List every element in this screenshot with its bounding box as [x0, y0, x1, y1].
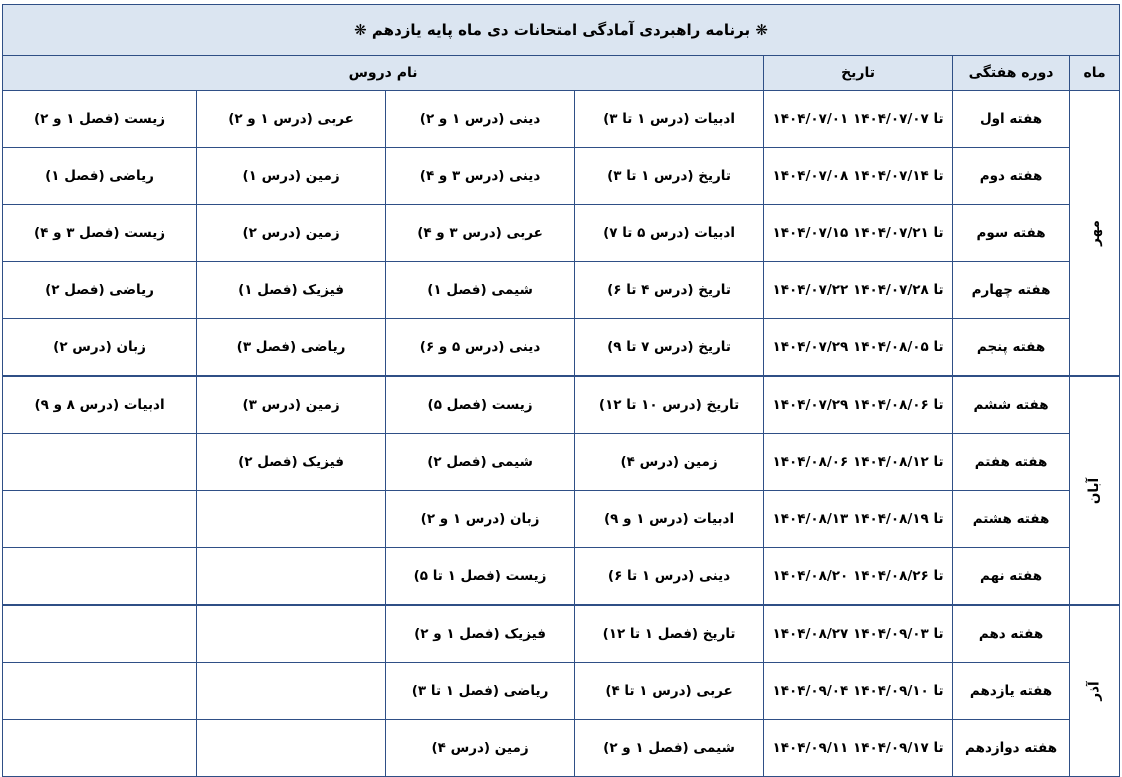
week-cell: هفته سوم	[953, 205, 1070, 262]
lesson-cell: شیمی (فصل ۲)	[386, 434, 575, 491]
date-cell: ۱۴۰۴/۰۹/۰۴ تا ۱۴۰۴/۰۹/۱۰	[764, 663, 953, 720]
lesson-cell: زمین (درس ۴)	[575, 434, 764, 491]
header-lessons: نام دروس	[3, 56, 764, 91]
lesson-cell: عربی (درس ۳ و ۴)	[386, 205, 575, 262]
date-cell: ۱۴۰۴/۰۹/۱۱ تا ۱۴۰۴/۰۹/۱۷	[764, 720, 953, 777]
lesson-cell: فیزیک (فصل ۱ و ۲)	[386, 605, 575, 663]
week-cell: هفته دوازدهم	[953, 720, 1070, 777]
lesson-cell: دینی (درس ۱ تا ۶)	[575, 548, 764, 606]
lesson-cell: زیست (فصل ۳ و ۴)	[3, 205, 197, 262]
lesson-cell: زبان (درس ۲)	[3, 319, 197, 377]
lesson-cell: تاریخ (درس ۷ تا ۹)	[575, 319, 764, 377]
lesson-cell-empty	[3, 491, 197, 548]
table-row	[3, 148, 1120, 205]
lesson-cell: عربی (درس ۱ تا ۴)	[575, 663, 764, 720]
lesson-cell: زمین (درس ۲)	[197, 205, 386, 262]
lesson-cell: دینی (درس ۳ و ۴)	[386, 148, 575, 205]
lesson-cell: عربی (درس ۱ و ۲)	[197, 91, 386, 148]
week-cell: هفته پنجم	[953, 319, 1070, 377]
lesson-cell-empty	[3, 548, 197, 606]
table-row	[3, 434, 1120, 491]
lesson-cell: تاریخ (درس ۱ تا ۳)	[575, 148, 764, 205]
table-row	[3, 91, 1120, 148]
lesson-cell: دینی (درس ۱ و ۲)	[386, 91, 575, 148]
lesson-cell-empty	[3, 720, 197, 777]
table-row	[3, 376, 1120, 434]
lesson-cell: تاریخ (درس ۱۰ تا ۱۲)	[575, 376, 764, 434]
table-row	[3, 548, 1120, 606]
week-cell: هفته یازدهم	[953, 663, 1070, 720]
lesson-cell: زیست (فصل ۱ و ۲)	[3, 91, 197, 148]
lesson-cell-empty	[3, 434, 197, 491]
lesson-cell: زیست (فصل ۵)	[386, 376, 575, 434]
schedule-table	[2, 4, 1120, 777]
date-cell: ۱۴۰۴/۰۷/۱۵ تا ۱۴۰۴/۰۷/۲۱	[764, 205, 953, 262]
lesson-cell: تاریخ (درس ۴ تا ۶)	[575, 262, 764, 319]
lesson-cell: ریاضی (فصل ۲)	[3, 262, 197, 319]
lesson-cell-empty	[3, 605, 197, 663]
date-cell: ۱۴۰۴/۰۸/۲۰ تا ۱۴۰۴/۰۸/۲۶	[764, 548, 953, 606]
date-cell: ۱۴۰۴/۰۸/۲۷ تا ۱۴۰۴/۰۹/۰۳	[764, 605, 953, 663]
lesson-cell-empty	[197, 663, 386, 720]
header-month: ماه	[1070, 56, 1120, 91]
date-cell: ۱۴۰۴/۰۷/۰۱ تا ۱۴۰۴/۰۷/۰۷	[764, 91, 953, 148]
table-row	[3, 262, 1120, 319]
lesson-cell-empty	[197, 605, 386, 663]
lesson-cell-empty	[197, 491, 386, 548]
lesson-cell: تاریخ (فصل ۱ تا ۱۲)	[575, 605, 764, 663]
table-row	[3, 205, 1120, 262]
date-cell: ۱۴۰۴/۰۷/۲۹ تا ۱۴۰۴/۰۸/۰۵	[764, 319, 953, 377]
month-cell-azar: آذر	[1070, 605, 1120, 777]
lesson-cell: فیزیک (فصل ۱)	[197, 262, 386, 319]
week-cell: هفته اول	[953, 91, 1070, 148]
lesson-cell: ریاضی (فصل ۳)	[197, 319, 386, 377]
table-row	[3, 491, 1120, 548]
lesson-cell: فیزیک (فصل ۲)	[197, 434, 386, 491]
table-row	[3, 319, 1120, 377]
week-cell: هفته ششم	[953, 376, 1070, 434]
date-cell: ۱۴۰۴/۰۸/۱۳ تا ۱۴۰۴/۰۸/۱۹	[764, 491, 953, 548]
lesson-cell: شیمی (فصل ۱ و ۲)	[575, 720, 764, 777]
date-cell: ۱۴۰۴/۰۷/۲۹ تا ۱۴۰۴/۰۸/۰۶	[764, 376, 953, 434]
week-cell: هفته نهم	[953, 548, 1070, 606]
month-cell-mehr: مهر	[1070, 91, 1120, 377]
lesson-cell: زیست (فصل ۱ تا ۵)	[386, 548, 575, 606]
page-title: ❋ برنامه راهبردی آمادگی امتحانات دی ماه پایه یازدهم ❋	[3, 5, 1120, 56]
lesson-cell: زمین (درس ۱)	[197, 148, 386, 205]
week-cell: هفته هفتم	[953, 434, 1070, 491]
date-cell: ۱۴۰۴/۰۷/۲۲ تا ۱۴۰۴/۰۷/۲۸	[764, 262, 953, 319]
lesson-cell-empty	[3, 663, 197, 720]
lesson-cell: ادبیات (درس ۱ و ۹)	[575, 491, 764, 548]
week-cell: هفته دهم	[953, 605, 1070, 663]
lesson-cell: دینی (درس ۵ و ۶)	[386, 319, 575, 377]
header-week: دوره هفتگی	[953, 56, 1070, 91]
week-cell: هفته چهارم	[953, 262, 1070, 319]
lesson-cell: ریاضی (فصل ۱)	[3, 148, 197, 205]
lesson-cell: ادبیات (درس ۵ تا ۷)	[575, 205, 764, 262]
week-cell: هفته هشتم	[953, 491, 1070, 548]
lesson-cell: ادبیات (درس ۱ تا ۳)	[575, 91, 764, 148]
table-row	[3, 605, 1120, 663]
lesson-cell: شیمی (فصل ۱)	[386, 262, 575, 319]
lesson-cell: زبان (درس ۱ و ۲)	[386, 491, 575, 548]
header-date: تاریخ	[764, 56, 953, 91]
week-cell: هفته دوم	[953, 148, 1070, 205]
date-cell: ۱۴۰۴/۰۸/۰۶ تا ۱۴۰۴/۰۸/۱۲	[764, 434, 953, 491]
table-row	[3, 663, 1120, 720]
lesson-cell: زمین (درس ۳)	[197, 376, 386, 434]
lesson-cell: زمین (درس ۴)	[386, 720, 575, 777]
month-cell-aban: آبان	[1070, 376, 1120, 605]
date-cell: ۱۴۰۴/۰۷/۰۸ تا ۱۴۰۴/۰۷/۱۴	[764, 148, 953, 205]
lesson-cell: ادبیات (درس ۸ و ۹)	[3, 376, 197, 434]
lesson-cell-empty	[197, 548, 386, 606]
table-row	[3, 720, 1120, 777]
lesson-cell: ریاضی (فصل ۱ تا ۳)	[386, 663, 575, 720]
lesson-cell-empty	[197, 720, 386, 777]
